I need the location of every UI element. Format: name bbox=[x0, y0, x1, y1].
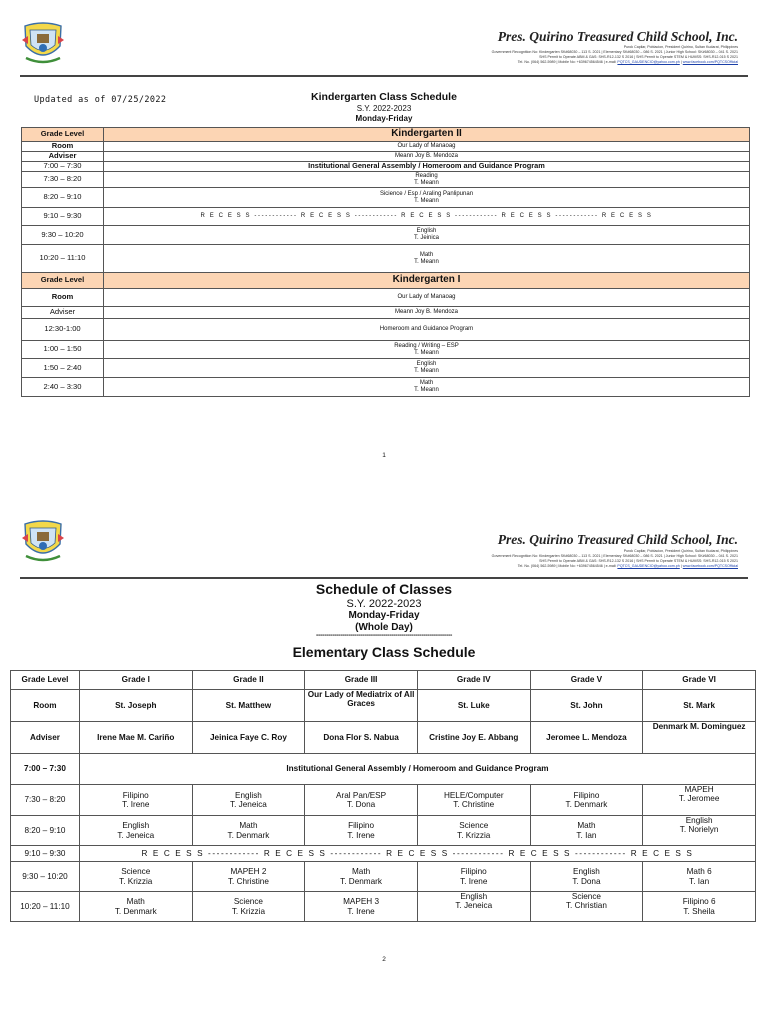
schedule-sy: S.Y. 2022-2023 bbox=[346, 598, 422, 610]
class-cell bbox=[530, 892, 643, 922]
k1-adviser-value: Meann Joy B. Mendoza bbox=[104, 307, 750, 319]
grade-header: Grade V bbox=[530, 671, 643, 690]
k2-room-row bbox=[22, 142, 750, 152]
k1-adviser-row bbox=[22, 307, 750, 319]
contact-prefix: Tel. No. (064) 562-5989 | Mobile No: +639674564546 | e-mail: bbox=[517, 563, 618, 568]
school-name: Pres. Quirino Treasured Child School, Inc. bbox=[497, 29, 738, 44]
k2-room-value: Our Lady of Manaoag bbox=[104, 142, 750, 152]
class-teacher: T. Krizzia bbox=[457, 830, 491, 840]
class-teacher: T. Denmark bbox=[340, 876, 382, 886]
recess-row bbox=[11, 846, 756, 862]
kinder-sy: S.Y. 2022-2023 bbox=[356, 104, 412, 113]
class-teacher: T. Dona bbox=[346, 800, 376, 809]
room-cell: St. Mark bbox=[643, 690, 756, 722]
k2-slot-row bbox=[22, 245, 750, 273]
k1-slot-activity bbox=[104, 359, 750, 378]
room-cell: St. Matthew bbox=[192, 690, 305, 722]
updated-date: Updated as of 07/25/2022 bbox=[34, 95, 167, 105]
k2-adviser-value: Meann Joy B. Mendoza bbox=[104, 152, 750, 162]
class-subject: Aral Pan/ESP bbox=[336, 790, 387, 800]
page-number: 1 bbox=[382, 452, 386, 459]
k1-slot-row bbox=[22, 359, 750, 378]
k1-slot-time: 12:30-1:00 bbox=[22, 319, 104, 341]
k2-slot-activity bbox=[104, 188, 750, 208]
school-info bbox=[492, 549, 738, 569]
adviser-cell: Jeromee L. Mendoza bbox=[530, 722, 643, 754]
title-divider: ------------------------------------------------------------------- bbox=[315, 632, 453, 639]
page-1 bbox=[0, 0, 768, 490]
class-subject: Filipino bbox=[348, 821, 375, 831]
class-cell bbox=[79, 785, 192, 816]
slot-time: 8:20 – 9:10 bbox=[11, 816, 80, 846]
class-cell bbox=[305, 892, 418, 922]
class-teacher: T. Jeneica bbox=[117, 830, 155, 840]
class-subject: English bbox=[573, 867, 600, 877]
k2-slot-activity bbox=[104, 245, 750, 273]
school-email-link[interactable]: PQTCS_GAUDENCIO@yahoo.com.ph bbox=[617, 59, 680, 64]
schedule-whole-day: (Whole Day) bbox=[355, 622, 413, 633]
class-cell bbox=[79, 892, 192, 922]
slot-time: 10:20 – 11:10 bbox=[11, 892, 80, 922]
assembly-row bbox=[11, 754, 756, 785]
class-subject: Filipino bbox=[573, 790, 600, 800]
k1-slot-subject: Reading / Writing – ESP bbox=[394, 342, 459, 349]
k2-slot-time: 7:30 – 8:20 bbox=[22, 172, 104, 188]
class-cell bbox=[417, 785, 530, 816]
adviser-cell: Irene Mae M. Cariño bbox=[79, 722, 192, 754]
class-cell bbox=[530, 862, 643, 892]
kinder-schedule-table bbox=[21, 127, 750, 397]
k1-slot-teacher: T. Meann bbox=[414, 368, 439, 374]
contact-separator: | bbox=[679, 563, 683, 568]
k2-adviser-row bbox=[22, 152, 750, 162]
k2-slot-row bbox=[22, 162, 750, 172]
class-teacher: T. Christian bbox=[565, 901, 607, 911]
contact-prefix: Tel. No. (064) 562-5989 | Mobile No: +639674564546 | e-mail: bbox=[517, 59, 618, 64]
k1-slot-subject: English bbox=[416, 361, 437, 368]
k1-slot-time: 1:00 – 1:50 bbox=[22, 341, 104, 359]
class-teacher: T. Irene bbox=[460, 876, 488, 886]
school-info bbox=[492, 45, 738, 65]
slot-row bbox=[11, 892, 756, 922]
class-subject: MAPEH 2 bbox=[230, 867, 267, 877]
adviser-cell: Jeinica Faye C. Roy bbox=[192, 722, 305, 754]
k1-slot-time: 1:50 – 2:40 bbox=[22, 359, 104, 378]
grade-header: Grade I bbox=[79, 671, 192, 690]
header-rule bbox=[20, 577, 748, 579]
class-subject: MAPEH bbox=[684, 785, 714, 794]
k2-slot-teacher: T. Meann bbox=[414, 258, 439, 265]
header-rule bbox=[20, 75, 748, 77]
page-2 bbox=[0, 498, 768, 1024]
class-subject: Math bbox=[577, 821, 596, 831]
k2-slot-subject: Reading bbox=[415, 172, 438, 179]
contact-separator: | bbox=[679, 59, 683, 64]
k1-grade-row bbox=[22, 273, 750, 289]
k2-adviser-label: Adviser bbox=[22, 152, 104, 162]
k1-slot-row bbox=[22, 341, 750, 359]
k2-slot-teacher: T. Meann bbox=[414, 197, 439, 204]
school-name: Pres. Quirino Treasured Child School, Inc. bbox=[497, 532, 738, 547]
k2-slot-row bbox=[22, 172, 750, 188]
school-recognition: Government Recognition No: Kindergarten SK#68030 – 113 S. 2021 | Elementary SK#68030 – 086 S. 2021 | Junior High School: SK#68030 – 041 S. 2021 bbox=[491, 553, 738, 558]
class-teacher: T. Sheila bbox=[683, 906, 715, 916]
k2-slot-time: 7:00 – 7:30 bbox=[22, 162, 104, 172]
school-email-link[interactable]: PQTCS_GAUDENCIO@yahoo.com.ph bbox=[617, 563, 680, 568]
slot-row bbox=[11, 785, 756, 816]
assembly-activity: Institutional General Assembly / Homeroom and Guidance Program bbox=[79, 754, 755, 785]
class-cell bbox=[530, 816, 643, 846]
school-address: Purok Capilar, Poblacion, President Quirino, Sultan Kudarat, Philippines bbox=[623, 45, 738, 49]
k1-grade-level-label: Grade Level bbox=[22, 273, 104, 289]
school-contact bbox=[492, 564, 738, 569]
slot-row bbox=[11, 862, 756, 892]
k1-slot-time: 2:40 – 3:30 bbox=[22, 378, 104, 397]
k1-slot-teacher: T. Meann bbox=[414, 349, 439, 356]
adviser-label: Adviser bbox=[11, 722, 80, 754]
class-cell bbox=[305, 816, 418, 846]
class-teacher: T. Denmark bbox=[227, 830, 270, 840]
grade-header: Grade VI bbox=[643, 671, 756, 690]
room-cell: St. Joseph bbox=[79, 690, 192, 722]
class-cell bbox=[192, 816, 305, 846]
k1-adviser-label: Adviser bbox=[22, 307, 104, 319]
class-subject: Filipino 6 bbox=[682, 897, 716, 907]
slot-time: 7:30 – 8:20 bbox=[11, 785, 80, 816]
class-cell bbox=[192, 892, 305, 922]
class-teacher: T. Ian bbox=[689, 876, 710, 886]
class-subject: English bbox=[460, 892, 488, 901]
class-cell bbox=[305, 785, 418, 816]
class-cell bbox=[530, 785, 643, 816]
k2-slot-subject: Sicience / Esp / Araling Panlipunan bbox=[379, 190, 474, 197]
grade-header: Grade II bbox=[192, 671, 305, 690]
school-logo-icon bbox=[20, 20, 66, 66]
kinder-days: Monday-Friday bbox=[355, 114, 413, 123]
grade-header: Grade IV bbox=[417, 671, 530, 690]
k2-slot-time: 8:20 – 9:10 bbox=[22, 188, 104, 208]
k1-room-value: Our Lady of Manaoag bbox=[104, 289, 750, 307]
schedule-days: Monday-Friday bbox=[348, 610, 420, 621]
elementary-subtitle: Elementary Class Schedule bbox=[292, 644, 476, 660]
class-subject: Science bbox=[459, 821, 489, 831]
grade-header-row bbox=[11, 671, 756, 690]
k2-slot-time: 9:30 – 10:20 bbox=[22, 226, 104, 245]
k1-slot-activity: Homeroom and Guidance Program bbox=[104, 319, 750, 341]
k2-recess-row bbox=[22, 208, 750, 226]
class-subject: English bbox=[122, 821, 150, 831]
class-teacher: T. Christine bbox=[227, 876, 269, 886]
class-cell bbox=[643, 862, 756, 892]
k1-grade-name: Kindergarten I bbox=[104, 273, 750, 289]
k2-recess-text: R E C E S S ------------ R E C E S S ------------ R E C E S S ------------ R E C E S S ------------ R E C E S S bbox=[104, 208, 750, 226]
class-teacher: T. Irene bbox=[122, 800, 150, 809]
class-teacher: T. Krizzia bbox=[231, 906, 266, 916]
class-teacher: T. Irene bbox=[347, 830, 375, 840]
slot-time: 7:00 – 7:30 bbox=[11, 754, 80, 785]
adviser-cell: Dona Flor S. Nabua bbox=[305, 722, 418, 754]
room-cell: St. Luke bbox=[417, 690, 530, 722]
k1-slot-row bbox=[22, 378, 750, 397]
slot-time: 9:10 – 9:30 bbox=[11, 846, 80, 862]
school-facebook-link[interactable]: www.facebook.com/PQTCSOfficial bbox=[682, 59, 738, 64]
school-permit: SHS Permit to Operate ABM & GAS: SHS-R12-132 S 2016 | SHS Permit to Operate STEM & HUMSS: SHS-R12-015 S 2021 bbox=[539, 558, 738, 563]
adviser-row bbox=[11, 722, 756, 754]
class-teacher: T. Ian bbox=[576, 830, 597, 840]
k2-grade-row bbox=[22, 128, 750, 142]
class-subject: Math bbox=[351, 867, 371, 877]
k1-room-label: Room bbox=[22, 289, 104, 307]
class-cell bbox=[417, 892, 530, 922]
class-subject: Math 6 bbox=[686, 867, 712, 877]
class-teacher: T. Denmark bbox=[114, 906, 157, 916]
k1-slot-row bbox=[22, 319, 750, 341]
room-cell: Our Lady of Mediatrix of All Graces bbox=[305, 690, 418, 722]
adviser-cell: Denmark M. Dominguez bbox=[643, 722, 756, 754]
school-address: Purok Capilar, Poblacion, President Quirino, Sultan Kudarat, Philippines bbox=[623, 549, 738, 553]
class-subject: MAPEH 3 bbox=[343, 897, 380, 907]
school-facebook-link[interactable]: www.facebook.com/PQTCSOfficial bbox=[682, 563, 738, 568]
k2-slot-activity bbox=[104, 226, 750, 245]
page-number: 2 bbox=[382, 956, 386, 963]
class-teacher: T. Jeneica bbox=[229, 800, 267, 809]
class-cell bbox=[79, 862, 192, 892]
grade-header: Grade III bbox=[305, 671, 418, 690]
class-cell bbox=[305, 862, 418, 892]
class-cell bbox=[192, 862, 305, 892]
class-teacher: T. Dona bbox=[572, 876, 601, 886]
k2-slot-time: 9:10 – 9:30 bbox=[22, 208, 104, 226]
class-teacher: T. Jeromee bbox=[678, 794, 720, 804]
room-cell: St. John bbox=[530, 690, 643, 722]
school-logo-icon bbox=[20, 518, 66, 564]
room-label: Room bbox=[11, 690, 80, 722]
class-subject: Science bbox=[571, 892, 601, 901]
k2-slot-activity bbox=[104, 172, 750, 188]
class-cell bbox=[643, 816, 756, 846]
class-teacher: T. Denmark bbox=[565, 800, 608, 809]
k2-slot-teacher: T. Meann bbox=[414, 179, 439, 186]
class-teacher: T. Jeneica bbox=[455, 901, 493, 911]
class-subject: Science bbox=[121, 867, 151, 877]
k2-grade-name: Kindergarten II bbox=[104, 128, 750, 142]
class-teacher: T. Krizzia bbox=[119, 876, 153, 886]
class-subject: English bbox=[685, 816, 713, 825]
slot-time: 9:30 – 10:20 bbox=[11, 862, 80, 892]
school-contact bbox=[492, 60, 738, 65]
class-subject: Filipino bbox=[122, 790, 149, 800]
elementary-schedule-table bbox=[10, 670, 756, 922]
k1-slot-activity bbox=[104, 378, 750, 397]
k2-room-label: Room bbox=[22, 142, 104, 152]
class-subject: HELE/Computer bbox=[443, 790, 504, 800]
class-cell bbox=[643, 785, 756, 816]
schedule-title: Schedule of Classes bbox=[315, 581, 453, 597]
class-subject: Science bbox=[233, 897, 263, 907]
k2-slot-teacher: T. Jeinica bbox=[413, 235, 439, 241]
class-cell bbox=[79, 816, 192, 846]
k2-slot-subject: Math bbox=[419, 251, 434, 258]
class-cell bbox=[417, 862, 530, 892]
k2-slot-time: 10:20 – 11:10 bbox=[22, 245, 104, 273]
k1-slot-teacher: T. Meann bbox=[414, 387, 439, 393]
class-subject: English bbox=[234, 790, 262, 800]
class-subject: Math bbox=[239, 821, 258, 831]
k1-slot-subject: Math bbox=[419, 380, 434, 387]
slot-row bbox=[11, 816, 756, 846]
class-cell bbox=[643, 892, 756, 922]
class-subject: Math bbox=[126, 897, 145, 907]
school-permit: SHS Permit to Operate ABM & GAS: SHS-R12-132 S 2016 | SHS Permit to Operate STEM & HUMSS: SHS-R12-015 S 2021 bbox=[539, 54, 738, 59]
kinder-title: Kindergarten Class Schedule bbox=[311, 91, 457, 103]
recess-text: R E C E S S ------------ R E C E S S ------------ R E C E S S ------------ R E C E S S ------------ R E C E S S bbox=[79, 846, 755, 862]
class-teacher: T. Norielyn bbox=[679, 825, 719, 835]
grade-level-label: Grade Level bbox=[11, 671, 80, 690]
k1-slot-activity bbox=[104, 341, 750, 359]
class-teacher: T. Christine bbox=[453, 800, 495, 809]
class-subject: Filipino bbox=[460, 867, 487, 877]
k2-grade-level-label: Grade Level bbox=[22, 128, 104, 142]
adviser-cell: Cristine Joy E. Abbang bbox=[417, 722, 530, 754]
room-row bbox=[11, 690, 756, 722]
k1-room-row bbox=[22, 289, 750, 307]
school-recognition: Government Recognition No: Kindergarten SK#68030 – 113 S. 2021 | Elementary SK#68030 – 086 S. 2021 | Junior High School: SK#68030 – 041 S. 2021 bbox=[491, 49, 738, 54]
class-cell bbox=[417, 816, 530, 846]
k2-slot-activity: Institutional General Assembly / Homeroom and Guidance Program bbox=[104, 162, 750, 172]
k2-slot-subject: English bbox=[416, 228, 437, 235]
class-teacher: T. Irene bbox=[347, 906, 375, 916]
k2-slot-row bbox=[22, 226, 750, 245]
k2-slot-row bbox=[22, 188, 750, 208]
class-cell bbox=[192, 785, 305, 816]
